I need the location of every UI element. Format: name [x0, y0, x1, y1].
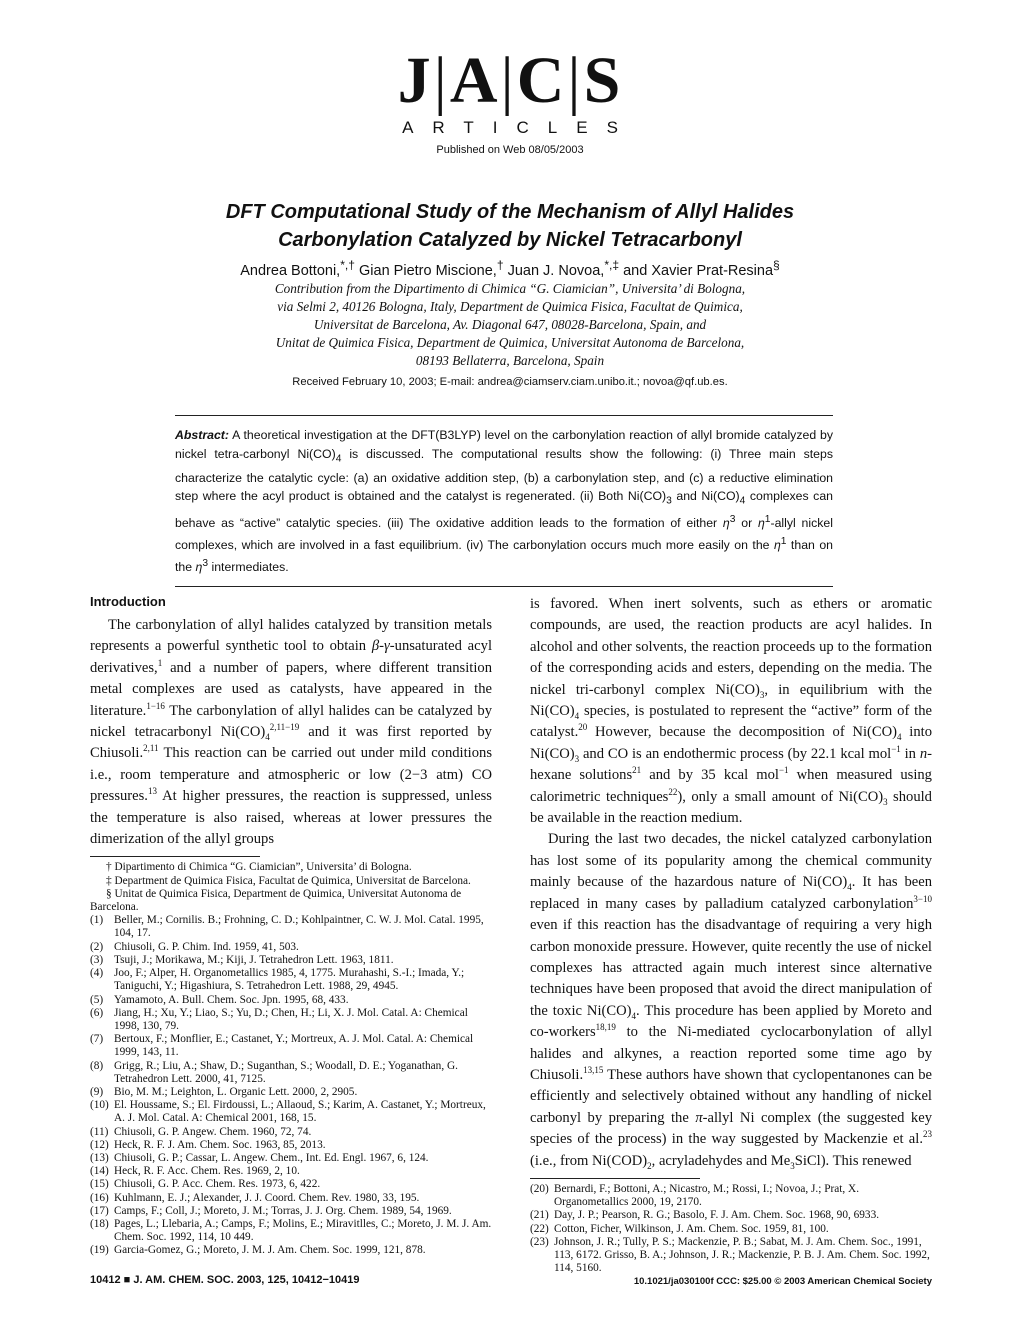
section-heading: Introduction: [90, 594, 166, 609]
abstract: Abstract: A theoretical investigation at the DFT(B3LYP) level on the carbonylation reaction of allyl bromide catalyzed by nickel tetra-carbonyl $Ni(CO)_4$ is discussed. The computational results show the following: (i) Three main steps characterize the catalytic cycle: (a) an oxidative addition step, (b) a carbonylation step, and (c) a reductive elimination step where the acyl product is obtained and the catalyst is regenerated. (ii) Both $Ni(CO)_3$ and $Ni(CO)_4$ complexes can behave as “active” catalytic species. (iii) The oxidative addition leads to the formation of either $\eta^3$ or $\eta^1$-allyl nickel complexes, which are involved in a fast equilibrium. (iv) The carbonylation occurs much more easily on the $\eta^1$ than on the $\eta^3$ intermediates.: [175, 415, 833, 587]
affiliation-footnotes: † Dipartimento di Chimica “G. Ciamician”, Universita’ di Bologna. ‡ Department de Quimica Fisica, Facultat de Quimica, Universitat de Barcelona. § Unitat de Quimica Fisica, Department de Quimica, Universitat Autonoma de Barcelona.: [90, 861, 471, 914]
reference-text: Grigg, R.; Liu, A.; Shaw, D.; Suganthan, S.; Woodall, D. E.; Yoganathan, G. Tetrahedron Lett. 2000, 41, 7125.: [114, 1059, 458, 1085]
journal-logo: J|A|C|S: [397, 44, 623, 117]
received-line: Received February 10, 2003; E-mail: andrea@ciamserv.ciam.unibo.it.; novoa@qf.ub.es.: [292, 376, 728, 388]
reference-item: [90, 941, 492, 954]
body-paragraph: is favored. When inert solvents, such as ethers or aromatic compounds, are used, the reaction products are acyl halides. In alcohol and other solvents, the reaction proceeds up to the formation of the corresponding acids and esters, depending on the media. The nickel tri-carbonyl complex $Ni(CO)_3$, in equilibrium with the $Ni(CO)_4$ species, is postulated to represent the “active” form of the catalyst.$^{20}$ However, because the decomposition of $Ni(CO)_4$ into $Ni(CO)_3$ and CO is an endothermic process (by 22.1 kcal mol$^{-1}$ in n-hexane solutions$^{21}$ and by 35 kcal mol$^{-1}$ when measured using calorimetric techniques$^{22}$), only a small amount of $Ni(CO)_3$ should be available in the reaction medium.: [530, 596, 933, 827]
reference-number: (11): [90, 1125, 109, 1138]
reference-number: (23): [530, 1235, 549, 1248]
reference-number: (18): [90, 1217, 109, 1230]
right-column: [530, 594, 932, 1275]
reference-text: Joo, F.; Alper, H. Organometallics 1985, 4, 1775. Murahashi, S.-I.; Imada, Y.; Taniguchi, Y.; Higashiura, S. Tetrahedron Lett. 1988, 29, 4945.: [114, 967, 465, 993]
reference-number: (5): [90, 993, 104, 1006]
reference-item: [90, 1244, 492, 1257]
reference-text: Garcia-Gomez, G.; Moreto, J. M. J. Am. Chem. Soc. 1999, 121, 878.: [114, 1244, 426, 1257]
reference-item: [90, 1218, 492, 1244]
reference-number: (14): [90, 1165, 109, 1178]
reference-text: Chiusoli, G. P. Chim. Ind. 1959, 41, 503.: [114, 940, 299, 953]
reference-list: [530, 1183, 932, 1275]
reference-number: (16): [90, 1191, 109, 1204]
reference-number: (19): [90, 1244, 109, 1257]
author: Gian Pietro Miscione,: [355, 262, 497, 279]
page-footer-citation: 10412 ■ J. AM. CHEM. SOC. 2003, 125, 10412−10419: [90, 1274, 360, 1286]
reference-text: Chiusoli, G. P. Acc. Chem. Res. 1973, 6, 422.: [114, 1178, 321, 1191]
reference-text: Johnson, J. R.; Tully, P. S.; Mackenzie, P. B.; Sabat, M. J. Am. Chem. Soc., 1991, 113, 6172. Grisso, B. A.; Johnson, J. R.; Mackenzie, P. B. J. Am. Chem. Soc. 1992, 114, 5160.: [554, 1235, 930, 1275]
reference-list: [90, 914, 492, 1257]
reference-number: (17): [90, 1204, 109, 1217]
reference-text: Bio, M. M.; Leighton, L. Organic Lett. 2000, 2, 2905.: [114, 1085, 358, 1098]
reference-number: (2): [90, 940, 104, 953]
reference-item: [90, 1033, 492, 1059]
reference-text: Heck, R. F. J. Am. Chem. Soc. 1963, 85, 2013.: [114, 1138, 326, 1151]
author: and Xavier Prat-Resina: [619, 262, 774, 279]
reference-number: (6): [90, 1006, 104, 1019]
reference-text: Tsuji, J.; Morikawa, M.; Kiji, J. Tetrahedron Lett. 1963, 1811.: [114, 953, 394, 966]
author: Juan J. Novoa,: [503, 262, 605, 279]
reference-item: [90, 1007, 492, 1033]
reference-item: [90, 1205, 492, 1218]
reference-item: [530, 1236, 932, 1276]
reference-number: (1): [90, 914, 104, 927]
reference-number: (13): [90, 1151, 109, 1164]
reference-item: [90, 914, 492, 940]
publication-date: Published on Web 08/05/2003: [436, 144, 584, 156]
author: Andrea Bottoni,: [240, 262, 341, 279]
reference-text: Beller, M.; Cornilis. B.; Frohning, C. D.; Kohlpaintner, C. W. J. Mol. Catal. 1995, 104, 17.: [114, 914, 484, 940]
reference-text: Chiusoli, G. P. Angew. Chem. 1960, 72, 74.: [114, 1125, 312, 1138]
author-list: Andrea Bottoni,*,† Gian Pietro Miscione,† Juan J. Novoa,*,‡ and Xavier Prat-Resina§: [240, 258, 780, 279]
reference-item: [530, 1209, 932, 1222]
reference-text: Heck, R. F. Acc. Chem. Res. 1969, 2, 10.: [114, 1165, 300, 1178]
reference-item: [530, 1183, 932, 1209]
affiliations: Contribution from the Dipartimento di Chimica “G. Ciamician”, Universita’ di Bologna, via Selmi 2, 40126 Bologna, Italy, Department de Quimica Fisica, Facultat de Quimica, Universitat de Barcelona, Av. Diagonal 647, 08028-Barcelona, Spain, and Unitat de Quimica Fisica, Department de Quimica, Universitat Autonoma de Barcelona, 08193 Bellaterra, Barcelona, Spain: [274, 281, 746, 368]
reference-number: (21): [530, 1209, 549, 1222]
article-title: DFT Computational Study of the Mechanism of Allyl Halides Carbonylation Catalyzed by Nickel Tetracarbonyl: [225, 201, 795, 251]
reference-text: Yamamoto, A. Bull. Chem. Soc. Jpn. 1995, 68, 433.: [114, 993, 349, 1006]
reference-item: [90, 1126, 492, 1139]
reference-item: [90, 1165, 492, 1178]
reference-text: Jiang, H.; Xu, Y.; Liao, S.; Yu, D.; Chen, H.; Li, X. J. Mol. Catal. A: Chemical 1998, 130, 79.: [114, 1006, 468, 1032]
reference-number: (3): [90, 953, 104, 966]
reference-item: [90, 1139, 492, 1152]
reference-item: [90, 954, 492, 967]
reference-text: Cotton, Ficher, Wilkinson, J. Am. Chem. Soc. 1959, 81, 100.: [554, 1222, 829, 1235]
reference-text: Pages, L.; Llebaria, A.; Camps, F.; Molins, E.; Miravitlles, C.; Moreto, J. M. J. Am. Chem. Soc. 1992, 114, 10 449.: [114, 1217, 492, 1244]
reference-item: [90, 994, 492, 1007]
reference-item: [90, 1178, 492, 1191]
reference-number: (8): [90, 1059, 104, 1072]
reference-number: (9): [90, 1085, 104, 1098]
reference-text: Bertoux, F.; Monflier, E.; Castanet, Y.; Mortreux, A. J. Mol. Catal. A: Chemical 1999, 143, 11.: [114, 1033, 474, 1059]
reference-number: (12): [90, 1138, 109, 1151]
body-paragraph: During the last two decades, the nickel catalyzed carbonylation has lost some of its popularity among the chemical community mainly because of the hazardous nature of $Ni(CO)_4$. It has been replaced in many cases by palladium catalyzed carbonylation$^{3-10}$ even if this reaction has the disadvantage of requiring a very high carbon monoxide pressure. However, quite recently the use of nickel complexes has attracted again much interest since alternative techniques have been proposed that avoid the direct manipulation of the toxic $Ni(CO)_4$. This procedure has been applied by Moreto and co-workers$^{18,19}$ to the Ni-mediated cyclocarbonylation of allyl halides and alkynes, a reaction reported some time ago by Chiusoli.$^{13,15}$ These authors have shown that cyclopentanones can be efficiently and selectively obtained without any handling of nickel carbonyl by preparing the π-allyl Ni complex (the suggested key species of the process) in the way suggested by Mackenzie et al.$^{23}$ (i.e., from $Ni(COD)_2$, acryladehydes and $Me_3SiCl$). This renewed: [530, 831, 933, 1171]
page-footer-doi: 10.1021/ja030100f CCC: $25.00 © 2003 American Chemical Society: [633, 1276, 932, 1287]
reference-text: El. Houssame, S.; El. Firdoussi, L.; Allaoud, S.; Karim, A. Castanet, Y.; Mortreux, A. J. Mol. Catal. A: Chemical 2001, 168, 15.: [114, 1099, 486, 1125]
reference-item: [90, 1099, 492, 1125]
footnote-divider: [530, 1178, 700, 1179]
abstract-label: Abstract:: [175, 428, 229, 442]
left-column: [90, 594, 492, 1258]
reference-number: (4): [90, 967, 104, 980]
reference-item: [90, 1192, 492, 1205]
journal-masthead: [0, 44, 1020, 156]
reference-number: (10): [90, 1099, 109, 1112]
section-label: ARTICLES: [402, 118, 637, 137]
reference-text: Kuhlmann, E. J.; Alexander, J. J. Coord. Chem. Rev. 1980, 33, 195.: [114, 1191, 420, 1204]
reference-text: Camps, F.; Coll, J.; Moreto, J. M.; Torras, J. J. Org. Chem. 1989, 54, 1969.: [114, 1204, 452, 1217]
intro-paragraph: The carbonylation of allyl halides catalyzed by transition metals represents a powerful synthetic tool to obtain β-γ-unsaturated acyl derivatives,$^1$ and a number of papers, where different transition metal complexes are used as catalysts, have appeared in the literature.$^{1-16}$ The carbonylation of allyl halides can be catalyzed by nickel tetracarbonyl $Ni(CO)_4^{2,11-19}$ and it was first reported by Chiusoli.$^{2,11}$ This reaction can be carried out under mild conditions i.e., room temperature and atmospheric or low (2−3 atm) CO pressures.$^{13}$ At higher pressures, the reaction is suppressed, unless the temperature is also raised, whereas at lower pressures the dimerization of the allyl groups: [90, 617, 492, 848]
reference-item: [90, 967, 492, 993]
reference-item: [90, 1086, 492, 1099]
reference-number: (7): [90, 1033, 104, 1046]
reference-text: Chiusoli, G. P.; Cassar, L. Angew. Chem., Int. Ed. Engl. 1967, 6, 124.: [114, 1151, 429, 1164]
reference-number: (20): [530, 1182, 549, 1195]
reference-item: [90, 1060, 492, 1086]
footnote-divider: [90, 856, 260, 857]
reference-text: Day, J. P.; Pearson, R. G.; Basolo, F. J. Am. Chem. Soc. 1968, 90, 6933.: [554, 1209, 880, 1222]
reference-number: (22): [530, 1222, 549, 1235]
reference-item: [90, 1152, 492, 1165]
reference-text: Bernardi, F.; Bottoni, A.; Nicastro, M.; Rossi, I.; Novoa, J.; Prat, X. Organometallics 2000, 19, 2170.: [554, 1182, 860, 1209]
reference-item: [530, 1223, 932, 1236]
reference-number: (15): [90, 1178, 109, 1191]
